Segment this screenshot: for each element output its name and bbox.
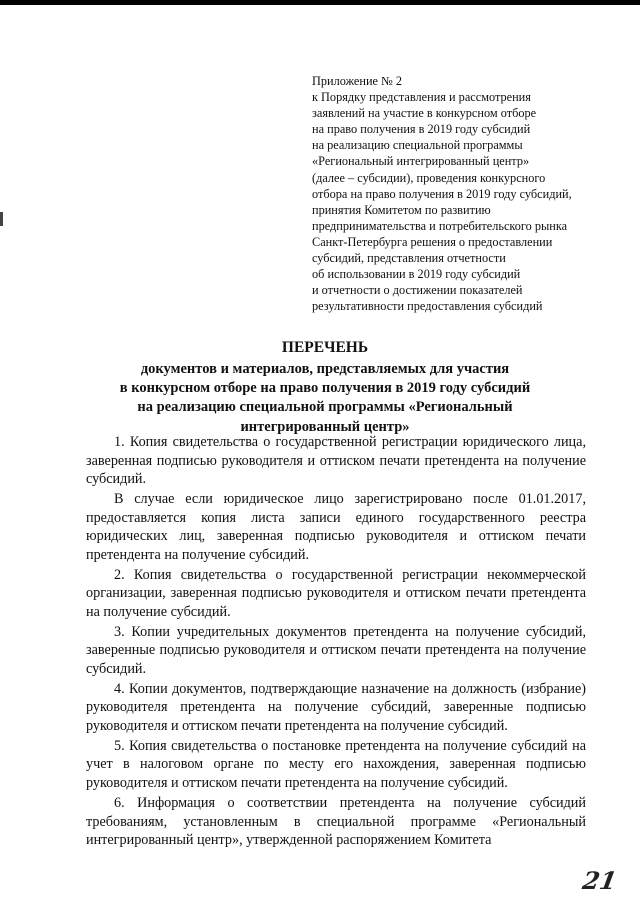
- annex-line: принятия Комитетом по развитию: [312, 202, 491, 217]
- annex-line: отбора на право получения в 2019 году субсидий,: [312, 186, 572, 201]
- paragraph: В случае если юридическое лицо зарегистрировано после 01.01.2017, предоставляется копия листа записи единого государственного реестра юридических лиц, заверенная подписью руководителя и оттиском печати претендента на получение субсидий.: [86, 491, 586, 563]
- paragraph: 4. Копии документов, подтверждающие назначение на должность (избрание) руководителя претендента на получение субсидий, заверенные подписью руководителя и оттиском печати претендента на получение субсидий.: [86, 680, 586, 734]
- document-title: [80, 338, 570, 437]
- title-subtitle: [80, 360, 570, 437]
- annex-line: на право получения в 2019 году субсидий: [312, 122, 531, 137]
- document-body: [86, 433, 586, 851]
- annex-line: Санкт-Петербурга решения о предоставлении: [312, 234, 553, 249]
- subtitle-line: в конкурсном отборе на право получения в 2019 году субсидий: [119, 380, 531, 397]
- annex-line: к Порядку представления и рассмотрения: [312, 90, 531, 105]
- annex-line: (далее – субсидии), проведения конкурсного: [312, 170, 546, 185]
- annex-line: заявлений на участие в конкурсном отборе: [312, 106, 537, 121]
- paragraph: 5. Копия свидетельства о постановке претендента на получение субсидий на учет в налоговом органе по месту его нахождения, заверенная подписью руководителя и оттиском печати претендента на получение субсидий.: [86, 737, 586, 791]
- annex-line: Приложение № 2: [312, 74, 403, 88]
- subtitle-line: интегрированный центр»: [240, 418, 410, 435]
- annex-block: [312, 73, 612, 314]
- title-heading: ПЕРЕЧЕНЬ: [281, 339, 369, 356]
- subtitle-line: на реализацию специальной программы «Региональный: [137, 399, 513, 416]
- annex-line: предпринимательства и потребительского рынка: [312, 218, 568, 233]
- annex-line: и отчетности о достижении показателей: [312, 283, 523, 298]
- annex-line: на реализацию специальной программы: [312, 138, 523, 153]
- annex-line: субсидий, представления отчетности: [312, 251, 506, 266]
- annex-line: об использовании в 2019 году субсидий: [312, 267, 521, 282]
- page-number: 21: [580, 866, 619, 895]
- scan-margin-mark: [0, 212, 3, 226]
- paragraph: 3. Копии учредительных документов претендента на получение субсидий, заверенные подписью руководителя и оттиском печати претендента на получение субсидий.: [86, 623, 586, 677]
- annex-line: результативности предоставления субсидий: [312, 299, 543, 314]
- scan-edge-bar: [0, 0, 640, 5]
- subtitle-line: документов и материалов, представляемых для участия: [140, 361, 510, 377]
- paragraph: 1. Копия свидетельства о государственной регистрации юридического лица, заверенная подписью руководителя и оттиском печати претендента на получение субсидий.: [86, 434, 586, 487]
- paragraph: 6. Информация о соответствии претендента на получение субсидий требованиям, установленным в специальной программе «Региональный интегрированный центр», утвержденной распоряжением Комитета: [86, 795, 586, 849]
- annex-line: «Региональный интегрированный центр»: [312, 154, 530, 169]
- paragraph: 2. Копия свидетельства о государственной регистрации некоммерческой организации, заверенная подписью руководителя и оттиском печати претендента на получение субсидий.: [86, 566, 586, 620]
